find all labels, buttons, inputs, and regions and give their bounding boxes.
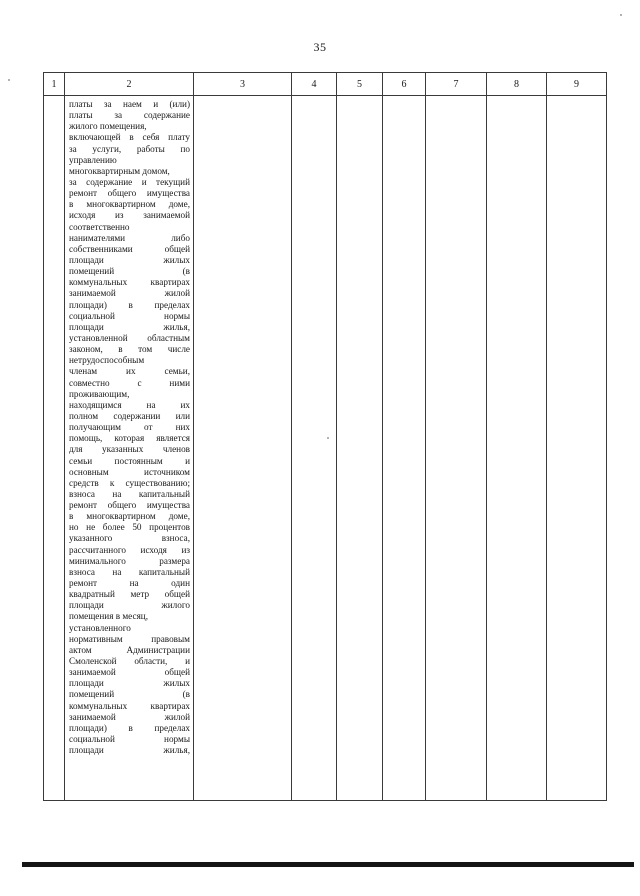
col2-line: установленного <box>69 622 131 633</box>
col2-line: жилого помещения, <box>69 121 147 132</box>
col2-line: площади) в пределах <box>69 299 190 310</box>
table-cell-col1 <box>44 96 65 801</box>
bottom-rule <box>22 862 634 867</box>
col2-line: занимаемой жилой <box>69 288 190 299</box>
col2-line: коммунальных квартирах <box>69 700 190 711</box>
col2-line: площади) в пределах <box>69 722 190 733</box>
col2-line: ремонт общего имущества <box>69 500 190 511</box>
col2-line: социальной нормы <box>69 734 190 745</box>
column-header-6: 6 <box>383 73 426 96</box>
col2-line: площади жилого <box>69 600 190 611</box>
table-cell-col7 <box>426 96 487 801</box>
table-cell-col4 <box>292 96 337 801</box>
col2-line: помещений (в <box>69 266 190 277</box>
col2-line: помощь, которая является <box>69 433 190 444</box>
col2-line: членам их семьи, <box>69 366 190 377</box>
col2-line: проживающим, <box>69 388 130 399</box>
col2-line: площади жилых <box>69 678 190 689</box>
scan-speck <box>620 14 622 16</box>
column-header-3: 3 <box>194 73 292 96</box>
col2-line: площади жилых <box>69 254 190 265</box>
col2-line: в многоквартирном доме, <box>69 511 190 522</box>
col2-line: основным источником <box>69 466 190 477</box>
col2-line: ремонт общего имущества <box>69 188 190 199</box>
col2-line: взноса на капитальный <box>69 566 190 577</box>
col2-line: помещений (в <box>69 689 190 700</box>
col2-line: рассчитанного исходя из <box>69 544 190 555</box>
col2-line: включающей в себя плату <box>69 132 190 143</box>
column-header-9: 9 <box>547 73 607 96</box>
col2-line: нормативным правовым <box>69 633 190 644</box>
col2-line: семьи постоянным и <box>69 455 190 466</box>
col2-line: ремонт на один <box>69 578 190 589</box>
table-cell-col3 <box>194 96 292 801</box>
col2-line: для указанных членов <box>69 444 190 455</box>
scan-speck <box>8 79 10 81</box>
col2-line: находящимся на их <box>69 399 190 410</box>
column-header-1: 1 <box>44 73 65 96</box>
col2-line: получающим от них <box>69 422 190 433</box>
col2-line: взноса на капитальный <box>69 488 190 499</box>
col2-line: полном содержании или <box>69 410 190 421</box>
col2-line: в многоквартирном доме, <box>69 199 190 210</box>
column-header-7: 7 <box>426 73 487 96</box>
col2-line: за содержание и текущий <box>69 176 190 187</box>
table-row <box>44 96 607 801</box>
col2-line: собственниками общей <box>69 243 190 254</box>
col2-line: занимаемой общей <box>69 667 190 678</box>
table-cell-col9 <box>547 96 607 801</box>
document-table <box>43 72 607 801</box>
col2-line: но не более 50 процентов <box>69 522 190 533</box>
page-number: 35 <box>313 40 327 54</box>
col2-line: нетрудоспособным <box>69 355 145 366</box>
col2-line: актом Администрации <box>69 644 190 655</box>
col2-line: установленной областным <box>69 332 190 343</box>
col2-line: многоквартирным домом, <box>69 165 170 176</box>
col2-line: коммунальных квартирах <box>69 277 190 288</box>
column-header-4: 4 <box>292 73 337 96</box>
col2-line: платы за наем и (или) <box>69 99 190 109</box>
col2-line: за услуги, работы по <box>69 143 190 154</box>
scan-speck <box>327 437 329 439</box>
col2-line: площади жилья, <box>69 321 190 332</box>
col2-line: средств к существованию; <box>69 477 190 488</box>
column-header-2: 2 <box>65 73 194 96</box>
col2-line: занимаемой жилой <box>69 711 190 722</box>
col2-line: минимального размера <box>69 555 190 566</box>
col2-line: нанимателями либо <box>69 232 190 243</box>
col2-line: социальной нормы <box>69 310 190 321</box>
col2-line: законом, в том числе <box>69 344 190 355</box>
col2-line: соответственно <box>69 221 130 232</box>
col2-line: совместно с ними <box>69 377 190 388</box>
col2-line: квадратный метр общей <box>69 589 190 600</box>
column-header-8: 8 <box>487 73 547 96</box>
col2-line: платы за содержание <box>69 110 190 121</box>
table-cell-col2 <box>65 96 194 801</box>
col2-line: управлению <box>69 154 117 165</box>
col2-line: исходя из занимаемой <box>69 210 190 221</box>
table-cell-col6 <box>383 96 426 801</box>
column-header-5: 5 <box>337 73 383 96</box>
col2-line: Смоленской области, и <box>69 656 190 667</box>
col2-text-block <box>65 96 193 756</box>
table-cell-col8 <box>487 96 547 801</box>
col2-line: площади жилья, <box>69 745 190 756</box>
col2-line: помещения в месяц, <box>69 611 149 622</box>
table-cell-col5 <box>337 96 383 801</box>
header-row <box>44 73 607 96</box>
col2-line: указанного взноса, <box>69 533 190 544</box>
